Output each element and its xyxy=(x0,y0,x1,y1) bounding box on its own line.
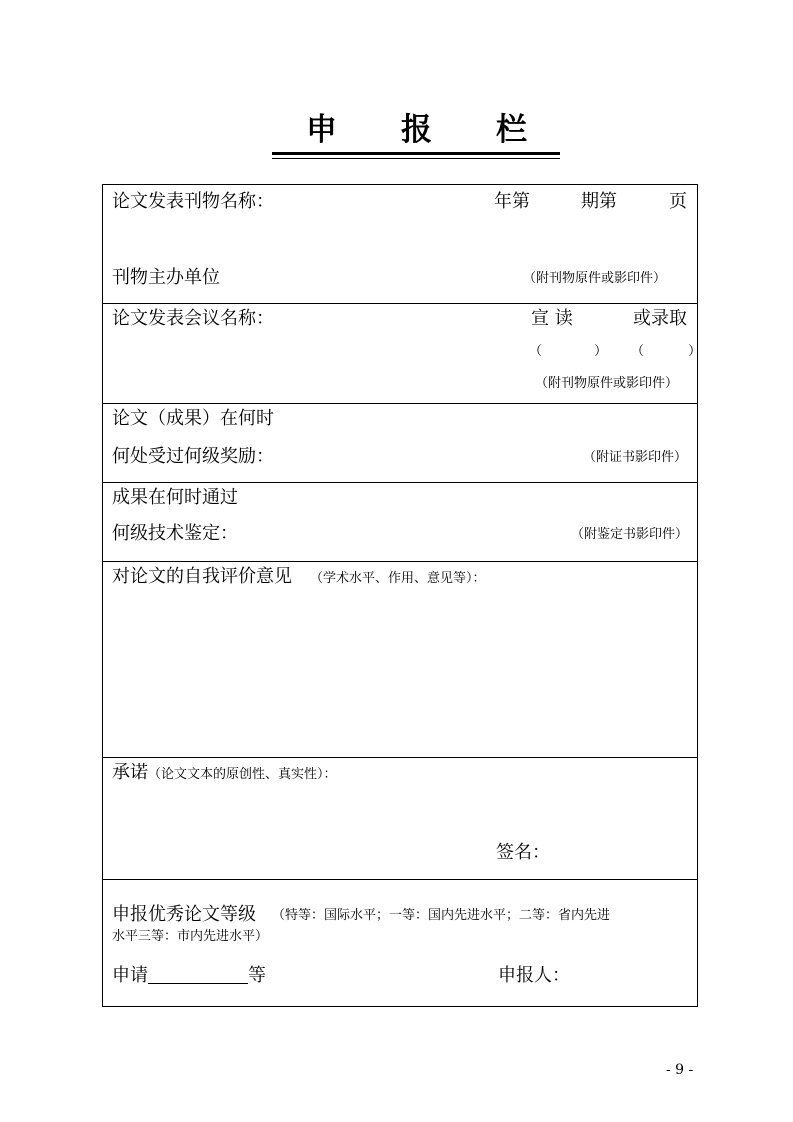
page-title xyxy=(272,112,560,158)
grade-blank-line xyxy=(148,965,248,984)
journal-page-label: 页 xyxy=(669,191,687,212)
journal-name-label: 论文发表刊物名称： xyxy=(112,191,274,212)
conference-read-paren: （ ） xyxy=(529,344,608,359)
conference-accepted-label: 或录取 xyxy=(633,308,687,329)
title-underline-thin xyxy=(272,158,560,159)
apply-grade-field xyxy=(112,965,266,987)
grade-label: 申报优秀论文等级 xyxy=(112,904,256,925)
appraisal-section xyxy=(103,482,697,562)
journal-section xyxy=(103,185,697,303)
conference-attachment-note: （附刊物原件或影印件） xyxy=(535,376,679,391)
award-section xyxy=(103,403,697,483)
award-line-2: 何处受过何级奖励： xyxy=(112,446,274,467)
conference-read-label: 宣 读 xyxy=(531,308,573,329)
title-underline-thick xyxy=(272,152,560,155)
self-evaluation-hint: （学术水平、作用、意见等）： xyxy=(310,571,486,586)
application-form xyxy=(102,184,702,1007)
award-line-1: 论文（成果）在何时 xyxy=(112,408,274,429)
conference-accepted-paren: （ ） xyxy=(631,344,702,359)
apply-suffix: 等 xyxy=(248,965,266,986)
conference-section xyxy=(103,303,702,404)
grade-hint-line-2: 水平三等：市内先进水平） xyxy=(112,929,269,944)
appraisal-attachment-note: （附鉴定书影印件） xyxy=(571,527,689,542)
grade-hint-line-1: （特等：国际水平；一等：国内先进水平；二等：省内先进 xyxy=(272,908,611,923)
applicant-label: 申报人： xyxy=(498,965,570,986)
award-attachment-note: （附证书影印件） xyxy=(583,450,688,465)
signature-label: 签名： xyxy=(496,842,550,863)
journal-year-label: 年第 xyxy=(494,191,530,212)
grade-section xyxy=(103,879,697,1007)
appraisal-line-2: 何级技术鉴定： xyxy=(112,523,238,544)
appraisal-line-1: 成果在何时通过 xyxy=(112,487,238,508)
pledge-hint: （论文文本的原创性、真实性）： xyxy=(148,767,337,782)
title-char-3: 栏 xyxy=(496,112,527,148)
journal-issue-label: 期第 xyxy=(581,191,617,212)
page-number: - 9 - xyxy=(666,1062,694,1078)
title-char-2: 报 xyxy=(401,112,432,148)
self-evaluation-section xyxy=(103,561,697,758)
pledge-label: 承诺 xyxy=(112,762,148,783)
conference-name-label: 论文发表会议名称： xyxy=(112,308,274,329)
self-evaluation-label: 对论文的自我评价意见 xyxy=(112,566,292,587)
pledge-section xyxy=(103,757,697,880)
journal-sponsor-label: 刊物主办单位 xyxy=(112,267,220,288)
title-char-1: 申 xyxy=(306,112,337,148)
journal-attachment-note: （附刊物原件或影印件） xyxy=(523,271,667,286)
apply-prefix: 申请 xyxy=(112,965,148,986)
